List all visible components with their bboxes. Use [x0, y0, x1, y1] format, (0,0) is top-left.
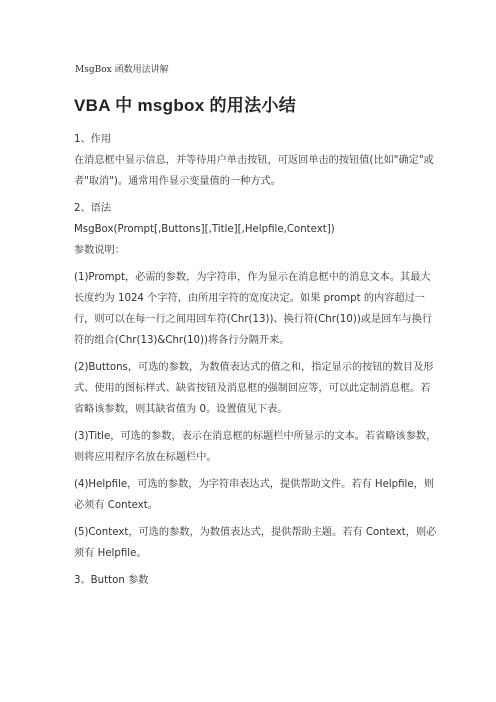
syntax-line: MsgBox(Prompt[,Buttons][,Title][,Helpfile,Context])	[74, 224, 335, 235]
param-prompt: (1)Prompt，必需的参数，为字符串，作为显示在消息框中的消息文本。其最大长度约为 1024 个字符，由所用字符的宽度决定。如果 prompt 的内容超过一行，则可以在每一行之间用回车符(Chr(13))、换行符(Chr(10))或是回车与换行符的组合(Chr(13)&Chr(10))将各行分隔开来。	[74, 272, 433, 346]
document-title: VBA 中 msgbox 的用法小结	[74, 96, 297, 115]
section-heading-button-param: 3、Button 参数	[74, 575, 149, 586]
document-body	[74, 129, 440, 591]
param-helpfile: (4)Helpfile，可选的参数，为字符串表达式，提供帮助文件。若有 Helpfile，则必须有 Context。	[74, 479, 435, 511]
purpose-paragraph: 在消息框中显示信息，并等待用户单击按钮，可返回单击的按钮值(比如"确定"或者"取消")。通常用作显示变量值的一种方式。	[74, 155, 434, 187]
param-title: (3)Title，可选的参数，表示在消息框的标题栏中所显示的文本。若省略该参数，则将应用程序名放在标题栏中。	[74, 431, 437, 463]
section-heading-purpose: 1、作用	[74, 134, 112, 145]
page-header: MsgBox 函数用法讲解	[75, 65, 169, 75]
param-context: (5)Context，可选的参数，为数值表达式，提供帮助主题。若有 Context，则必须有 Helpfile。	[74, 527, 437, 559]
section-heading-syntax: 2、语法	[74, 203, 112, 214]
param-buttons: (2)Buttons，可选的参数，为数值表达式的值之和，指定显示的按钮的数目及形式、使用的图标样式、缺省按钮及消息框的强制回应等，可以此定制消息框。若省略该参数，则其缺省值为 0。设置值见下表。	[74, 362, 434, 415]
params-label: 参数说明：	[74, 245, 125, 256]
